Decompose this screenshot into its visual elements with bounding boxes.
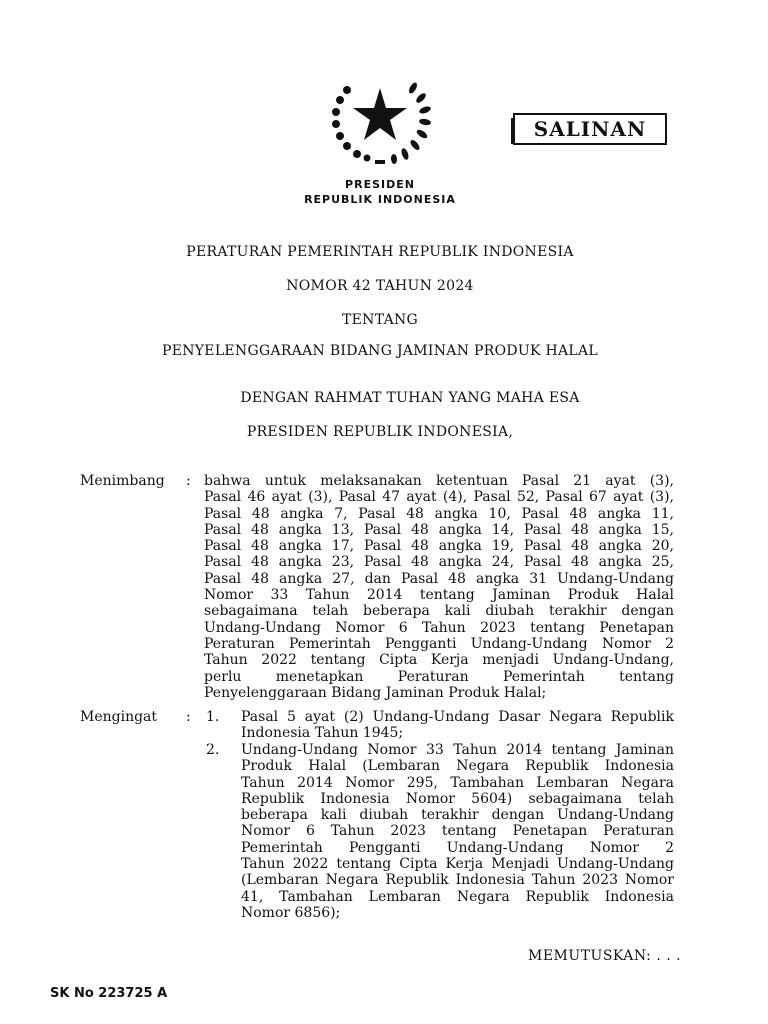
header-president: PRESIDEN (345, 178, 415, 191)
state-emblem-icon (325, 70, 435, 170)
menimbang-line: Undang-Undang Nomor 6 Tahun 2023 tentang Penetapan (204, 619, 674, 636)
menimbang-line: Pasal 48 angka 17, Pasal 48 angka 19, Pasal 48 angka 20, (204, 538, 674, 555)
header-republic: REPUBLIK INDONESIA (304, 193, 456, 206)
mengingat-line: beberapa kali diubah terakhir dengan Undang-Undang (241, 807, 674, 824)
menimbang-line: Tahun 2022 tentang Cipta Kerja menjadi Undang-Undang, (204, 652, 674, 669)
mengingat-label: Mengingat (80, 709, 158, 725)
regulation-title: PERATURAN PEMERINTAH REPUBLIK INDONESIA (186, 244, 574, 260)
mengingat-item-number: 1. (206, 709, 220, 725)
mengingat-line: Produk Halal (Lembaran Negara Republik Indonesia (241, 758, 674, 775)
menimbang-line: Nomor 33 Tahun 2014 tentang Jaminan Produk Halal (204, 587, 674, 604)
mengingat-line: Indonesia Tahun 1945; (241, 725, 404, 742)
menimbang-label: Menimbang (80, 473, 165, 489)
salinan-stamp: SALINAN (513, 113, 667, 145)
menimbang-line: Peraturan Pemerintah Pengganti Undang-Undang Nomor 2 (204, 635, 674, 652)
menimbang-text (204, 473, 674, 701)
mengingat-item (241, 742, 674, 921)
menimbang-line: sebagaimana telah beberapa kali diubah terakhir dengan (204, 603, 674, 620)
mengingat-colon: : (186, 709, 191, 725)
mengingat-item (241, 709, 674, 742)
menimbang-line: Pasal 48 angka 7, Pasal 48 angka 10, Pasal 48 angka 11, (204, 505, 674, 522)
mengingat-line: Undang-Undang Nomor 33 Tahun 2014 tentang Jaminan (241, 742, 674, 758)
mengingat-line: Pasal 5 ayat (2) Undang-Undang Dasar Negara Republik (241, 709, 674, 725)
menimbang-line: Pasal 46 ayat (3), Pasal 47 ayat (4), Pasal 52, Pasal 67 ayat (3), (204, 489, 674, 506)
continuation-marker: MEMUTUSKAN: . . . (528, 948, 682, 964)
sk-number: SK No 223725 A (50, 986, 168, 1001)
preamble-invocation: DENGAN RAHMAT TUHAN YANG MAHA ESA (240, 390, 580, 406)
mengingat-line: Tahun 2022 tentang Cipta Kerja Menjadi Undang-Undang (241, 856, 674, 873)
mengingat-item-number: 2. (206, 742, 220, 758)
menimbang-line: perlu menetapkan Peraturan Pemerintah tentang (204, 668, 674, 685)
mengingat-line: 41, Tambahan Lembaran Negara Republik Indonesia (241, 888, 674, 905)
mengingat-line: Republik Indonesia Nomor 5604) sebagaimana telah (241, 790, 674, 807)
menimbang-line: Penyelenggaraan Bidang Jaminan Produk Halal; (204, 684, 547, 701)
mengingat-line: (Lembaran Negara Republik Indonesia Tahun 2023 Nomor (241, 872, 674, 889)
menimbang-line: bahwa untuk melaksanakan ketentuan Pasal 21 ayat (3), (204, 473, 674, 489)
menimbang-line: Pasal 48 angka 23, Pasal 48 angka 24, Pasal 48 angka 25, (204, 554, 674, 571)
regulation-subject: PENYELENGGARAAN BIDANG JAMINAN PRODUK HALAL (161, 343, 599, 359)
menimbang-line: Pasal 48 angka 13, Pasal 48 angka 14, Pasal 48 angka 15, (204, 521, 674, 538)
menimbang-colon: : (186, 473, 191, 489)
menimbang-line: Pasal 48 angka 27, dan Pasal 48 angka 31 Undang-Undang (204, 570, 674, 587)
regulation-tentang: TENTANG (341, 312, 419, 328)
preamble-president: PRESIDEN REPUBLIK INDONESIA, (246, 424, 514, 440)
mengingat-line: Nomor 6856); (241, 904, 341, 921)
regulation-number: NOMOR 42 TAHUN 2024 (286, 278, 474, 294)
mengingat-line: Tahun 2014 Nomor 295, Tambahan Lembaran Negara (241, 774, 674, 791)
mengingat-line: Pemerintah Pengganti Undang-Undang Nomor 2 (241, 839, 674, 856)
mengingat-line: Nomor 6 Tahun 2023 tentang Penetapan Peraturan (241, 823, 674, 840)
